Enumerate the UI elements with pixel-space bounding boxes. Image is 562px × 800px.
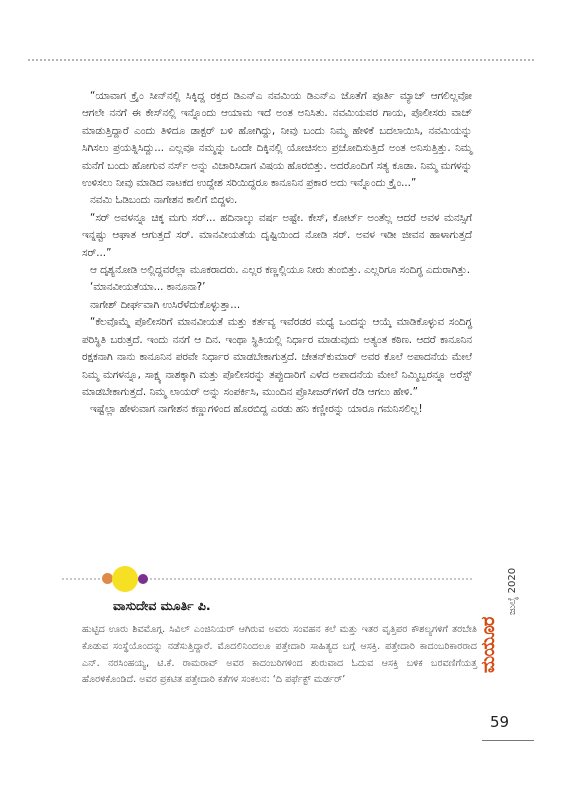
page-number: 59 (490, 713, 510, 731)
author-bio (82, 622, 477, 689)
yellow-dot-ornament (112, 566, 138, 592)
issue-date: ಜುಲೈ 2020 (507, 567, 518, 615)
magazine-logo (478, 616, 536, 674)
story-paragraph: ಆ ದೃಶ್ಯನೋಡಿ ಅಲ್ಲಿದ್ದವರೆಲ್ಲಾ ಮೂಕರಾದರು. ಎಲ್ಲರ ಕಣ್ಣಲ್ಲಿಯೂ ನೀರು ತುಂಬಿತ್ತು. ಎಲ್ಲರಿಗೂ ಸಂದಿಗ್ಧ ಎದುರಾಗಿತ್ತು. (90, 264, 471, 277)
story-paragraph: “ಸರ್ ಅವಳನ್ನೂ ಚಿಕ್ಕ ಮಗು ಸರ್... ಹದಿನಾಲ್ಕು ವರ್ಷ ಅಷ್ಟೇ. ಕೇಸ್, ಕೋರ್ಟ್ ಅಂತೆಲ್ಲ ಆದರೆ ಅವಳ ಮನಸ್ಸಿಗೆ ಇನ್ನಷ್ಟು ಆಘಾತ ಆಗುತ್ತದೆ ಸರ್. ಮಾನವೀಯತೆಯ ದೃಷ್ಟಿಯಿಂದ ನೋಡಿ ಸರ್. ಅವಳ ಇಡೀ ಜೀವನ ಹಾಳಾಗುತ್ತದೆ ಸರ್...” (82, 211, 472, 259)
purple-dot-ornament (138, 574, 148, 584)
top-dotted-divider (28, 59, 534, 61)
magazine-logo-text: ಮಯೂರ (478, 617, 499, 673)
page-number-rule (482, 740, 534, 741)
author-bio-text: ಹುಟ್ಟಿದ ಊರು ಶಿವಮೊಗ್ಗ. ಸಿವಿಲ್ ಎಂಜಿನಿಯರ್ ಆಗಿರುವ ಅವರು ಸಂವಹನ ಕಲೆ ಮತ್ತು ಇತರ ವೃತ್ತಿಪರ ಕೌಶಲ್ಯಗಳಿಗೆ ತರಬೇತಿ ಕೊಡುವ ಸಂಸ್ಥೆಯೊಂದನ್ನು ನಡೆಸುತ್ತಿದ್ದಾರೆ. ಮೊದಲಿನಿಂದಲೂ ಪತ್ತೇದಾರಿ ಸಾಹಿತ್ಯದ ಬಗ್ಗೆ ಆಸಕ್ತಿ. ಪತ್ತೇದಾರಿ ಕಾದಂಬರಿಕಾರರಾದ ಎನ್. ನರಸಿಂಹಯ್ಯ, ಟಿ.ಕೆ. ರಾಮರಾವ್ ಅವರ ಕಾದಂಬರಿಗಳಿಂದ ಶುರುವಾದ ಓದುವ ಆಸಕ್ತಿ ಬಳಿಕ ಬರವಣಿಗೆಯತ್ತ ಹೊರಳಿಕೊಂಡಿದೆ. ಅವರ ಪ್ರಕಟಿತ ಪತ್ತೇದಾರಿ ಕತೆಗಳ ಸಂಕಲನ: ‘ದಿ ಪರ್ಫೆಕ್ಟ್ ಮರ್ಡರ್’ (82, 624, 477, 686)
story-paragraph: ನಾಗೇಶ್ ದೀರ್ಘವಾಗಿ ಉಸಿರೆಳೆದುಕೊಳ್ಳುತ್ತಾ... (90, 298, 241, 311)
story-paragraph: “ಯಾವಾಗ ಕ್ರೈಂ ಸೀನ್‌ನಲ್ಲಿ ಸಿಕ್ಕಿದ್ದ ರಕ್ತದ ಡಿಎನ್‌ಎ ನವಮಿಯ ಡಿಎನ್‌ಎ ಜೊತೆಗೆ ಪೂರ್ತಿ ಮ್ಯಾಚ್ ಆಗಲಿಲ್ಲವೋ ಆಗಲೇ ನನಗೆ ಈ ಕೇಸ್‌ನಲ್ಲಿ ಇನ್ನೊಂದು ಆಯಾಮ ಇದೆ ಅಂತ ಅನಿಸಿತು. ನವಮಿಯವರ ಗಾಯ, ಪೊಲೀಸರು ವಾಚ್ ಮಾಡುತ್ತಿದ್ದಾರೆ ಎಂದು ತಿಳಿದೂ ಡಾಕ್ಟರ್ ಬಳಿ ಹೋಗಿದ್ದು, ನೀವು ಬಂದು ನಿಮ್ಮ ಹೇಳಿಕೆ ಬದಲಾಯಿಸಿ, ನವಮಿಯನ್ನು ಸಿಗಿಸಲು ಪ್ರಯತ್ನಿಸಿದ್ದು... ಎಲ್ಲವೂ ನಮ್ಮನ್ನು ಒಂದೇ ದಿಕ್ಕಿನಲ್ಲಿ ಯೋಚಿಸಲು ಪ್ರಚೋದಿಸುತ್ತಿದೆ ಅಂತ ಅನಿಸುತ್ತಿತ್ತು. ನಿಮ್ಮ ಮನೆಗೆ ಬಂದು ಹೋಗುವ ನರ್ಸ್ ಅನ್ನು ವಿಚಾರಿಸಿದಾಗ ವಿಷಯ ಹೊರಬಿತ್ತು. ಅದರೊಂದಿಗೆ ಸತ್ಯ ಕೂಡಾ. ನಿಮ್ಮ ಮಗಳನ್ನು ಉಳಿಸಲು ನೀವು ಮಾಡಿದ ನಾಟಕದ ಉದ್ದೇಶ ಸರಿಯಿದ್ದರೂ ಕಾನೂನಿನ ಪ್ರಕಾರ ಅದು ಇನ್ನೊಂದು ಕ್ರೈಂ...” (82, 90, 472, 190)
story-paragraph: ‘ಮಾನವೀಯತೆಯಾ... ಕಾನೂನಾ?’ (90, 281, 206, 294)
story-text (82, 88, 472, 419)
story-paragraph: ಇಷ್ಟೆಲ್ಲಾ ಹೇಳುವಾಗ ನಾಗೇಶನ ಕಣ್ಣುಗಳಿಂದ ಹೊರಬಿದ್ದ ಎರಡು ಹನಿ ಕಣ್ಣೀರನ್ನು ಯಾರೂ ಗಮನಿಸಲಿಲ್ಲ! (90, 403, 423, 416)
author-name: ವಾಸುದೇವ ಮೂರ್ತಿ ಪಿ. (113, 598, 211, 613)
story-paragraph: ನವಮಿ ಓಡಿಬಂದು ನಾಗೇಶನ ಕಾಲಿಗೆ ಬಿದ್ದಳು. (90, 194, 238, 207)
story-paragraph: “ಕೆಲವೊಮ್ಮೆ ಪೊಲೀಸರಿಗೆ ಮಾನವೀಯತೆ ಮತ್ತು ಕರ್ತವ್ಯ ಇವೆರಡರ ಮಧ್ಯೆ ಒಂದನ್ನು ಆಯ್ಕೆ ಮಾಡಿಕೊಳ್ಳುವ ಸಂದಿಗ್ಧ ಪರಿಸ್ಥಿತಿ ಬರುತ್ತದೆ. ಇಂದು ನನಗೆ ಆ ದಿನ. ಇಂಥಾ ಸ್ಥಿತಿಯಲ್ಲಿ ನಿರ್ಧಾರ ಮಾಡುವುದು ಅತ್ಯಂತ ಕಠಿಣ. ಆದರೆ ಕಾನೂನಿನ ರಕ್ಷಕನಾಗಿ ನಾನು ಕಾನೂನಿನ ಪರವೇ ನಿರ್ಧಾರ ಮಾಡಬೇಕಾಗುತ್ತದೆ. ಚೇತನ್‌ಕುಮಾರ್ ಅವರ ಕೊಲೆ ಅಪಾದನೆಯ ಮೇಲೆ ನಿಮ್ಮ ಮಗಳನ್ನೂ, ಸಾಕ್ಷ್ಯ ನಾಶಕ್ಕಾಗಿ ಮತ್ತು ಪೊಲೀಸರನ್ನು ತಪ್ಪುದಾರಿಗೆ ಎಳೆದ ಅಪಾದನೆಯ ಮೇಲೆ ನಿಮ್ಮಿಬ್ಬರನ್ನೂ ಅರೆಸ್ಟ್ ಮಾಡಬೇಕಾಗುತ್ತದೆ. ನಿಮ್ಮ ಲಾಯರ್ ಅನ್ನು ಸಂಪರ್ಕಿಸಿ, ಮುಂದಿನ ಪ್ರೊಸೀಜರ್‌ಗಳಿಗೆ ರೆಡಿ ಆಗಲು ಹೇಳಿ.” (82, 316, 472, 398)
